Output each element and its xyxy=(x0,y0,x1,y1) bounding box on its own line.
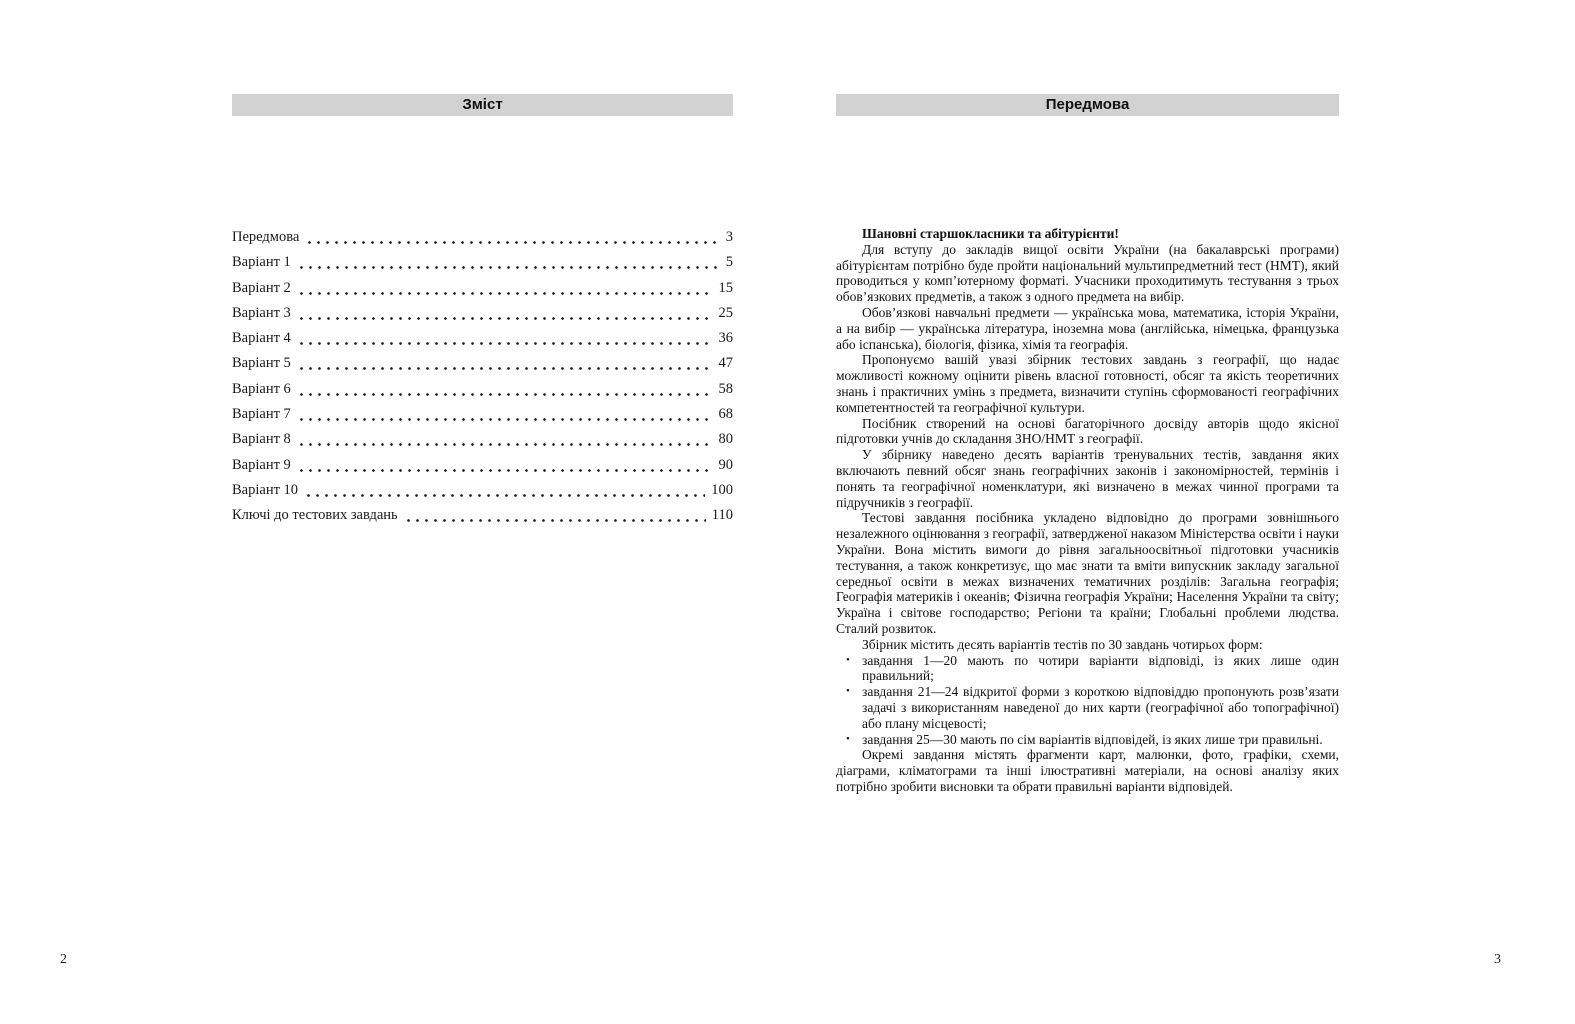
toc-entry-label: Варіант 1 xyxy=(232,254,291,271)
toc-entry[interactable] xyxy=(232,456,733,474)
toc-entry[interactable] xyxy=(232,405,733,423)
page-number-right: 3 xyxy=(1494,952,1501,967)
left-page xyxy=(232,94,733,532)
toc-entry[interactable] xyxy=(232,430,733,448)
list-item xyxy=(836,684,1339,731)
toc-entry[interactable] xyxy=(232,279,733,297)
dotted-leader xyxy=(297,329,713,347)
toc-entry-label: Ключі до тестових завдань xyxy=(232,507,398,524)
toc-entry-label: Варіант 8 xyxy=(232,431,291,448)
preface-salutation: Шановні старшокласники та абітурієнти! xyxy=(862,226,1119,241)
bullet-icon: • xyxy=(846,653,850,666)
dotted-leader xyxy=(297,304,713,322)
toc-list xyxy=(232,228,733,524)
toc-entry[interactable] xyxy=(232,253,733,271)
bullet-icon: • xyxy=(846,732,850,745)
toc-entry-label: Варіант 6 xyxy=(232,380,291,397)
task-forms-list xyxy=(836,653,1339,748)
toc-entry-page: 68 xyxy=(718,406,733,423)
preface-header xyxy=(836,94,1339,116)
toc-entry[interactable] xyxy=(232,329,733,347)
toc-entry-label: Варіант 10 xyxy=(232,481,299,498)
toc-entry[interactable] xyxy=(232,354,733,372)
dotted-leader xyxy=(297,354,713,372)
dotted-leader xyxy=(305,228,719,246)
toc-entry-label: Варіант 4 xyxy=(232,330,291,347)
dotted-leader xyxy=(404,506,706,524)
list-item-text: завдання 1—20 мають по чотири варіанти відповіді, із яких лише один правильний; xyxy=(862,652,1339,684)
toc-entry-label: Варіант 3 xyxy=(232,304,291,321)
toc-entry-page: 100 xyxy=(711,481,733,498)
preface-paragraph: Тестові завдання посібника укладено відповідно до програми зовнішнього незалежного оцінювання з географії, затвердженої наказом Міністерства освіти і науки України. Вона містить вимоги до рівня загальноосвітньої підготовки учасників тестування, а також конкретизує, що має знати та вміти випускник закладу загальної середньої освіти в межах визначених тематичних розділів: Загальна географія; Географія материків і океанів; Фізична географія України; Населення України та світу; Україна і світове господарство; Регіони та країни; Глобальні проблеми людства. Сталий розвиток. xyxy=(836,510,1339,636)
preface-paragraph: У збірнику наведено десять варіантів тренувальних тестів, завдання яких включають певний обсяг знань географічних законів і закономірностей, термінів і понять та географічної номенклатури, які визначено в межах чинної програми та підручників з географії. xyxy=(836,447,1339,510)
toc-entry-label: Варіант 2 xyxy=(232,279,291,296)
toc-entry-page: 90 xyxy=(718,456,733,473)
dotted-leader xyxy=(297,253,720,271)
preface-paragraph: Пропонуємо вашій увазі збірник тестових завдань з географії, що надає можливості кожному оцінити рівень власної готовності, обсяг та якість теоретичних знань і практичних умінь з предмета, визначити ступінь сформованості географічних компетентностей та географічної культури. xyxy=(836,352,1339,415)
toc-entry[interactable] xyxy=(232,506,733,524)
toc-entry[interactable] xyxy=(232,481,733,499)
toc-entry-page: 80 xyxy=(718,431,733,448)
preface-paragraph: Посібник створений на основі багаторічного досвіду авторів щодо якісної підготовки учнів до складання ЗНО/НМТ з географії. xyxy=(836,415,1339,447)
page-number-left: 2 xyxy=(60,952,67,967)
preface-paragraph: Для вступу до закладів вищої освіти України (на бакалаврські програми) абітурієнтам потрібно буде пройти національний мультипредметний тест (НМТ), який проводиться у комп’ютерному форматі. Учасники проходитимуть тестування з трьох обов’язкових предметів, а також з одного предмета на вибір. xyxy=(836,241,1339,305)
list-item xyxy=(836,653,1339,685)
list-item-text: завдання 25—30 мають по сім варіантів відповідей, із яких лише три правильні. xyxy=(862,731,1323,747)
dotted-leader xyxy=(297,380,713,398)
toc-entry-page: 110 xyxy=(711,507,733,524)
dotted-leader xyxy=(297,456,713,474)
preface-paragraph: Обов’язкові навчальні предмети — українська мова, математика, історія України, а на вибір — українська література, іноземна мова (англійська, німецька, французька або іспанська), біологія, фізика, хімія та географія. xyxy=(836,304,1339,352)
list-item xyxy=(836,732,1339,748)
toc-entry[interactable] xyxy=(232,380,733,398)
right-page xyxy=(836,94,1339,795)
toc-entry-label: Варіант 7 xyxy=(232,406,291,423)
toc-entry-page: 47 xyxy=(718,355,733,372)
toc-entry-page: 36 xyxy=(718,330,733,347)
dotted-leader xyxy=(297,405,713,423)
toc-entry-label: Варіант 5 xyxy=(232,355,291,372)
toc-entry-page: 15 xyxy=(718,279,733,296)
toc-entry-page: 58 xyxy=(718,380,733,397)
toc-entry-label: Варіант 9 xyxy=(232,456,291,473)
preface-paragraph: Збірник містить десять варіантів тестів по 30 завдань чотирьох форм: xyxy=(862,636,1263,652)
list-item-text: завдання 21—24 відкритої форми з короткою відповіддю пропонують розв’язати задачі з використанням наведеної до них карти (географічної або топографічної) або плану місцевості; xyxy=(862,684,1339,731)
toc-entry[interactable] xyxy=(232,304,733,322)
toc-entry[interactable] xyxy=(232,228,733,246)
preface-body xyxy=(836,226,1339,795)
preface-header-title: Передмова xyxy=(1045,96,1130,113)
toc-header-title: Зміст xyxy=(462,96,503,113)
toc-header xyxy=(232,94,733,116)
preface-paragraph: Окремі завдання містять фрагменти карт, малюнки, фото, графіки, схеми, діаграми, кліматограми та інші ілюстративні матеріали, на основі аналізу яких потрібно зробити висновки та обрати правильні варіанти відповідей. xyxy=(836,747,1339,794)
toc-entry-page: 5 xyxy=(725,254,733,271)
dotted-leader xyxy=(297,430,713,448)
toc-entry-page: 25 xyxy=(718,304,733,321)
bullet-icon: • xyxy=(846,685,850,698)
dotted-leader xyxy=(297,279,713,297)
toc-entry-label: Передмова xyxy=(232,229,300,245)
toc-entry-page: 3 xyxy=(725,229,733,245)
dotted-leader xyxy=(304,481,705,499)
